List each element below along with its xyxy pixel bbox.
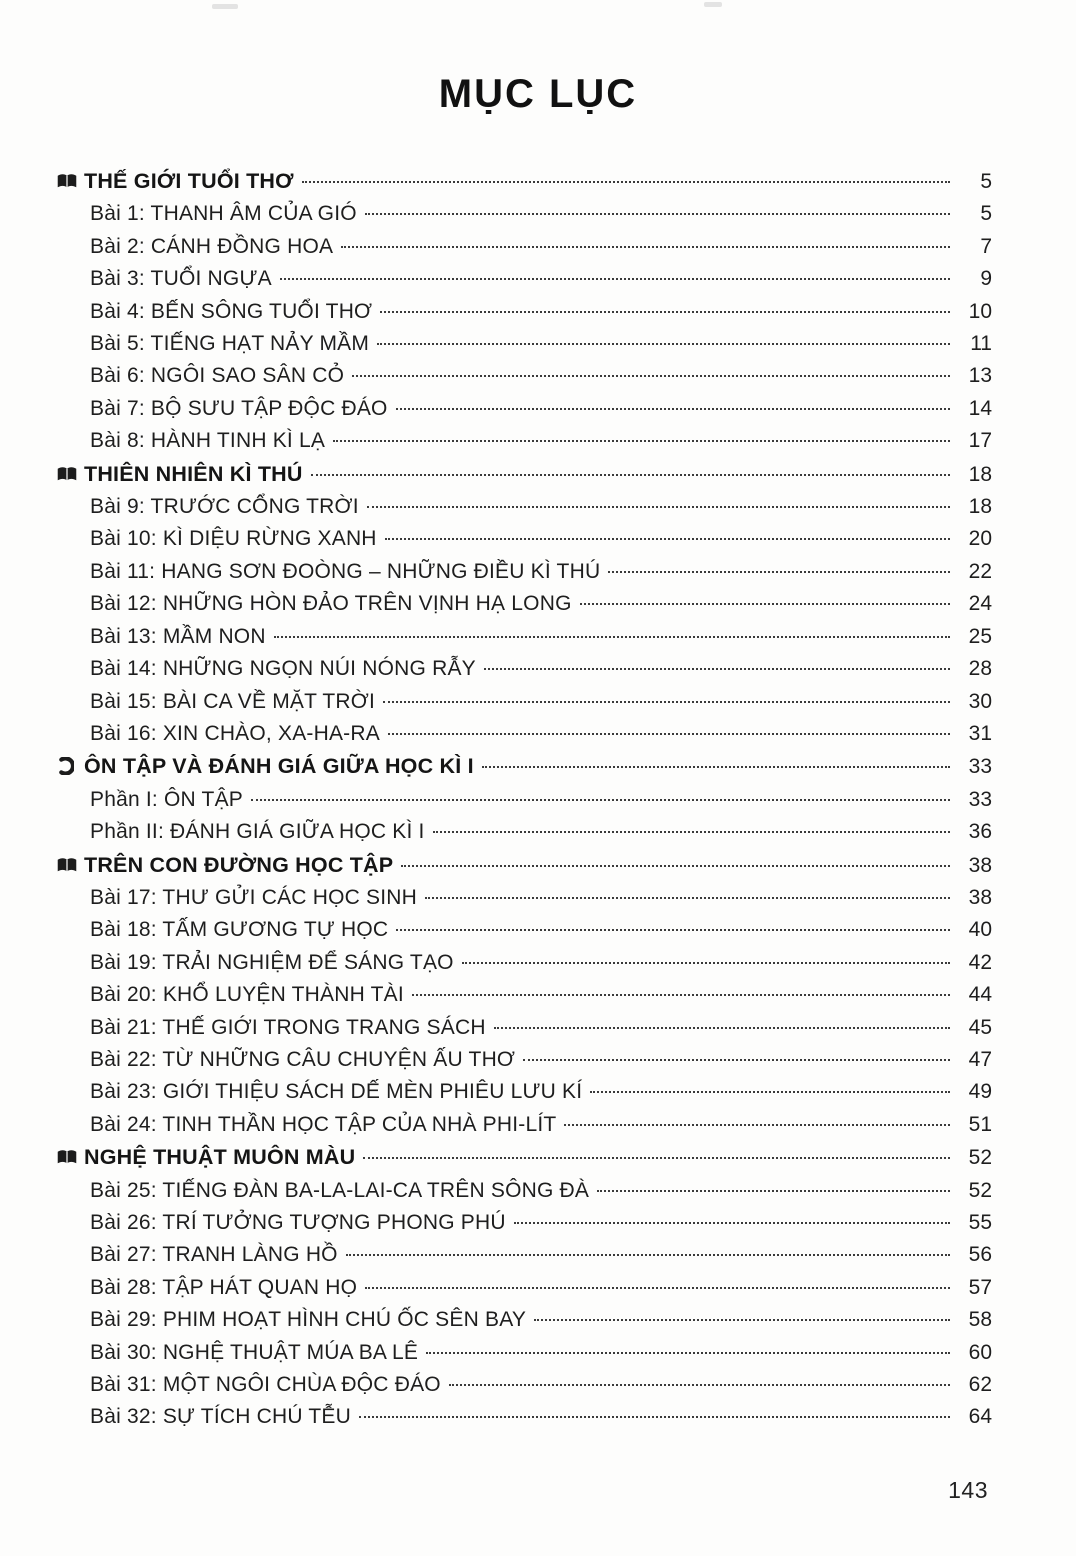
dot-leader — [383, 701, 950, 703]
dot-leader — [462, 962, 950, 964]
entry-title: Bài 10: KÌ DIỆU RỪNG XANH — [90, 527, 377, 551]
entry-page-number: 7 — [980, 234, 992, 258]
entry-title: Bài 29: PHIM HOẠT HÌNH CHÚ ỐC SÊN BAY — [90, 1308, 527, 1332]
section-page-number: 5 — [980, 170, 992, 193]
entry-page-number: 58 — [968, 1308, 992, 1332]
entry-page-number: 51 — [968, 1112, 992, 1136]
toc-entry-row — [56, 784, 992, 816]
dot-leader — [396, 929, 950, 931]
entry-title: Bài 1: THANH ÂM CỦA GIÓ — [90, 202, 357, 226]
entry-page-number: 28 — [968, 657, 992, 681]
entry-title: Bài 32: SỰ TÍCH CHÚ TỄU — [90, 1405, 351, 1429]
toc-entry-row — [56, 979, 992, 1011]
entry-title: Bài 15: BÀI CA VỀ MẶT TRỜI — [90, 689, 376, 713]
toc-entry-row — [56, 296, 992, 328]
entry-title: Bài 28: TẬP HÁT QUAN HỌ — [90, 1275, 358, 1299]
toc-entry-row — [56, 1076, 992, 1108]
toc-entry-row — [56, 621, 992, 653]
review-icon — [56, 757, 84, 775]
entry-title: Bài 31: MỘT NGÔI CHÙA ĐỘC ĐÁO — [90, 1373, 441, 1397]
dot-leader — [514, 1222, 950, 1224]
entry-page-number: 9 — [980, 267, 992, 291]
entry-page-number: 60 — [968, 1340, 992, 1364]
dot-leader — [251, 799, 950, 801]
entry-title: Bài 30: NGHỆ THUẬT MÚA BA LÊ — [90, 1340, 419, 1364]
entry-title: Bài 24: TINH THẦN HỌC TẬP CỦA NHÀ PHI-LÍT — [90, 1112, 557, 1136]
dot-leader — [311, 474, 950, 476]
dot-leader — [484, 668, 950, 670]
toc-entry-row — [56, 1401, 992, 1433]
toc-entry-row — [56, 1207, 992, 1239]
toc-entry-row — [56, 1175, 992, 1207]
dot-leader — [365, 1287, 950, 1289]
dot-leader — [280, 278, 950, 280]
toc-entry-row — [56, 425, 992, 457]
book-icon — [56, 173, 84, 190]
toc-entry-row — [56, 882, 992, 914]
toc-entry-row — [56, 718, 992, 750]
section-page-number: 52 — [968, 1146, 992, 1170]
entry-page-number: 44 — [968, 983, 992, 1007]
entry-page-number: 45 — [968, 1015, 992, 1039]
toc-entry-row — [56, 231, 992, 263]
dot-leader — [482, 766, 950, 768]
entry-title: Bài 12: NHỮNG HÒN ĐẢO TRÊN VỊNH HẠ LONG — [90, 592, 572, 616]
dot-leader — [367, 506, 950, 508]
entry-page-number: 62 — [968, 1373, 992, 1397]
entry-title: Bài 22: TỪ NHỮNG CÂU CHUYỆN ẤU THƠ — [90, 1047, 516, 1071]
toc-entry-row — [56, 686, 992, 718]
toc-entry-row — [56, 588, 992, 620]
toc-entry-row — [56, 523, 992, 555]
entry-title: Bài 20: KHỔ LUYỆN THÀNH TÀI — [90, 983, 404, 1007]
scan-artifact — [212, 4, 238, 9]
toc-entry-row — [56, 1272, 992, 1304]
dot-leader — [352, 375, 950, 377]
toc-section-row — [56, 1141, 992, 1174]
toc-entry-row — [56, 816, 992, 848]
toc-list — [0, 117, 1076, 1434]
entry-title: Bài 8: HÀNH TINH KÌ LẠ — [90, 429, 326, 453]
toc-entry-row — [56, 1239, 992, 1271]
entry-page-number: 11 — [970, 332, 992, 356]
dot-leader — [449, 1384, 950, 1386]
section-title: ÔN TẬP VÀ ĐÁNH GIÁ GIỮA HỌC KÌ I — [84, 754, 474, 779]
entry-page-number: 30 — [968, 689, 992, 713]
book-icon — [56, 1149, 84, 1166]
dot-leader — [580, 603, 950, 605]
toc-entry-row — [56, 393, 992, 425]
entry-title: Bài 26: TRÍ TƯỞNG TƯỢNG PHONG PHÚ — [90, 1211, 506, 1234]
section-title: THẾ GIỚI TUỔI THƠ — [84, 169, 294, 193]
entry-title: Bài 21: THẾ GIỚI TRONG TRANG SÁCH — [90, 1015, 486, 1039]
entry-title: Bài 5: TIẾNG HẠT NẢY MẦM — [90, 332, 370, 356]
toc-entry-row — [56, 360, 992, 392]
toc-entry-row — [56, 491, 992, 523]
dot-leader — [597, 1190, 950, 1192]
toc-entry-row — [56, 1044, 992, 1076]
entry-title: Bài 3: TUỔI NGỰA — [90, 267, 272, 291]
dot-leader — [523, 1059, 950, 1061]
entry-page-number: 20 — [968, 527, 992, 551]
entry-title: Phần I: ÔN TẬP — [90, 787, 243, 811]
toc-entry-row — [56, 328, 992, 360]
dot-leader — [385, 538, 950, 540]
section-title: TRÊN CON ĐƯỜNG HỌC TẬP — [84, 852, 394, 877]
toc-entry-row — [56, 653, 992, 685]
section-page-number: 18 — [968, 462, 992, 486]
dot-leader — [425, 897, 950, 899]
dot-leader — [363, 1157, 950, 1159]
toc-section-row — [56, 458, 992, 491]
entry-page-number: 24 — [968, 592, 992, 616]
toc-section-row — [56, 849, 992, 882]
entry-title: Bài 9: TRƯỚC CỔNG TRỜI — [90, 495, 359, 519]
entry-page-number: 40 — [968, 918, 992, 942]
dot-leader — [365, 213, 950, 215]
entry-title: Bài 19: TRẢI NGHIỆM ĐỂ SÁNG TẠO — [90, 950, 454, 974]
entry-title: Bài 23: GIỚI THIỆU SÁCH DẾ MÈN PHIÊU LƯU KÍ — [90, 1080, 583, 1104]
dot-leader — [564, 1124, 950, 1126]
dot-leader — [401, 865, 950, 867]
section-title: THIÊN NHIÊN KÌ THÚ — [84, 461, 303, 486]
dot-leader — [341, 246, 950, 248]
entry-page-number: 10 — [968, 299, 992, 323]
toc-section-row — [56, 165, 992, 198]
toc-entry-row — [56, 1337, 992, 1369]
entry-title: Bài 27: TRANH LÀNG HỒ — [90, 1243, 338, 1267]
toc-entry-row — [56, 947, 992, 979]
entry-page-number: 55 — [968, 1211, 992, 1234]
section-title: NGHỆ THUẬT MUÔN MÀU — [84, 1145, 356, 1170]
entry-page-number: 64 — [968, 1405, 992, 1429]
entry-page-number: 17 — [968, 429, 992, 453]
dot-leader — [426, 1352, 950, 1354]
entry-title: Bài 13: MẦM NON — [90, 624, 266, 648]
entry-title: Bài 17: THƯ GỬI CÁC HỌC SINH — [90, 885, 417, 909]
toc-entry-row — [56, 198, 992, 230]
toc-entry-row — [56, 1109, 992, 1141]
section-page-number: 33 — [968, 755, 992, 779]
entry-page-number: 47 — [968, 1047, 992, 1071]
dot-leader — [380, 311, 950, 313]
entry-title: Bài 18: TẤM GƯƠNG TỰ HỌC — [90, 918, 389, 942]
toc-section-row — [56, 750, 992, 783]
entry-title: Bài 4: BẾN SÔNG TUỔI THƠ — [90, 299, 373, 323]
entry-page-number: 25 — [968, 624, 992, 648]
folio-page-number: 143 — [948, 1477, 988, 1503]
entry-page-number: 36 — [968, 820, 992, 844]
entry-title: Bài 6: NGÔI SAO SÂN CỎ — [90, 364, 345, 388]
section-page-number: 38 — [968, 853, 992, 877]
book-icon — [56, 466, 84, 483]
dot-leader — [359, 1416, 950, 1418]
entry-page-number: 13 — [968, 364, 992, 388]
toc-entry-row — [56, 1369, 992, 1401]
entry-page-number: 49 — [968, 1080, 992, 1104]
entry-title: Bài 7: BỘ SƯU TẬP ĐỘC ĐÁO — [90, 396, 388, 420]
entry-title: Bài 11: HANG SƠN ĐOÒNG – NHỮNG ĐIỀU KÌ THÚ — [90, 559, 601, 583]
toc-entry-row — [56, 263, 992, 295]
entry-title: Bài 14: NHỮNG NGỌN NÚI NÓNG RẪY — [90, 657, 476, 681]
dot-leader — [494, 1027, 950, 1029]
entry-page-number: 52 — [968, 1178, 992, 1202]
entry-page-number: 38 — [968, 885, 992, 909]
entry-page-number: 31 — [968, 721, 992, 745]
dot-leader — [346, 1254, 950, 1256]
entry-title: Bài 25: TIẾNG ĐÀN BA-LA-LAI-CA TRÊN SÔNG ĐÀ — [90, 1178, 590, 1202]
entry-page-number: 42 — [968, 950, 992, 974]
toc-entry-row — [56, 556, 992, 588]
entry-page-number: 22 — [968, 559, 992, 583]
dot-leader — [412, 994, 950, 996]
dot-leader — [377, 343, 950, 345]
page-title: MỤC LỤC — [438, 72, 638, 116]
toc-entry-row — [56, 1304, 992, 1336]
toc-entry-row — [56, 1012, 992, 1044]
entry-page-number: 5 — [980, 202, 992, 226]
dot-leader — [534, 1319, 950, 1321]
dot-leader — [302, 181, 950, 183]
entry-page-number: 56 — [968, 1243, 992, 1267]
entry-page-number: 33 — [968, 787, 992, 811]
dot-leader — [433, 831, 950, 833]
entry-page-number: 18 — [968, 495, 992, 519]
dot-leader — [388, 733, 950, 735]
entry-title: Bài 2: CÁNH ĐỒNG HOA — [90, 234, 334, 258]
entry-page-number: 57 — [968, 1275, 992, 1299]
entry-title: Phần II: ĐÁNH GIÁ GIỮA HỌC KÌ I — [90, 820, 425, 844]
scan-artifact — [704, 2, 722, 7]
dot-leader — [608, 571, 950, 573]
dot-leader — [590, 1091, 950, 1093]
dot-leader — [274, 636, 950, 638]
dot-leader — [396, 408, 950, 410]
book-icon — [56, 857, 84, 874]
toc-entry-row — [56, 914, 992, 946]
dot-leader — [333, 440, 950, 442]
entry-title: Bài 16: XIN CHÀO, XA-HA-RA — [90, 721, 380, 745]
entry-page-number: 14 — [968, 396, 992, 420]
